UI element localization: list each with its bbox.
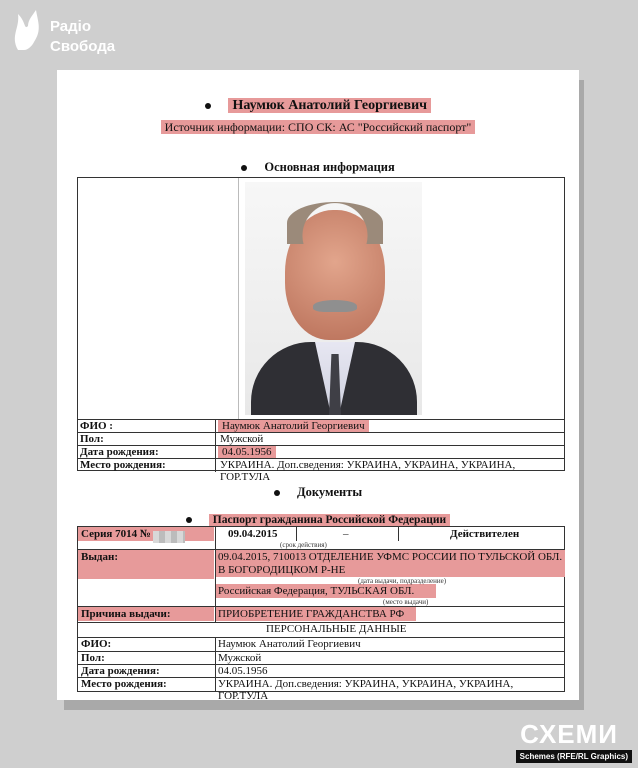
value-fio: Наумюк Анатолий Георгиевич	[218, 420, 369, 432]
bullet-icon	[205, 103, 211, 109]
person-title	[57, 98, 579, 114]
main-info-table	[77, 177, 565, 483]
issued-note: (дата выдачи, подразделение)	[358, 577, 447, 585]
value-sex: Мужской	[220, 433, 264, 445]
bullet-icon	[186, 517, 192, 523]
bullet-icon	[274, 490, 280, 496]
source-text: Источник информации: СПО СК: АС "Российский паспорт"	[161, 120, 476, 134]
source-line	[57, 120, 579, 135]
logo-line-2: Свобода	[50, 38, 116, 55]
doc-value-fio: Наумюк Анатолий Георгиевич	[218, 638, 361, 650]
doc-type-title: Паспорт гражданина Российской Федерации	[57, 514, 579, 526]
section-main-title: Основная информация	[57, 160, 579, 175]
document-page	[57, 70, 579, 700]
photo-mustache	[313, 300, 357, 312]
photo-area	[78, 178, 564, 420]
place-value: Российская Федерация, ТУЛЬСКАЯ ОБЛ.	[218, 585, 415, 597]
label-sex: Пол:	[80, 433, 104, 445]
doc-label-sex: Пол:	[81, 652, 105, 664]
label-fio: ФИО :	[80, 420, 113, 432]
bullet-icon	[241, 165, 247, 171]
section-docs-title: Документы	[57, 485, 579, 500]
logo-line-1: Радіо	[50, 18, 92, 35]
label-birthplace: Место рождения:	[80, 459, 166, 471]
issued-value: 09.04.2015, 710013 ОТДЕЛЕНИЕ УФМС РОССИИ ПО ТУЛЬСКОЙ ОБЛ. В БОГОРОДИЦКОМ Р-НЕ	[218, 551, 563, 576]
redacted-number	[153, 531, 185, 543]
reason-label: Причина выдачи:	[81, 608, 171, 620]
photo-hair	[287, 202, 383, 244]
doc-value-birthplace: УКРАИНА. Доп.сведения: УКРАИНА, УКРАИНА, УКРАИНА, ГОР.ТУЛА	[218, 678, 514, 702]
doc-value-birthdate: 04.05.1956	[218, 665, 268, 677]
radio-svoboda-logo	[8, 6, 148, 62]
documents-table	[77, 526, 565, 702]
doc-label-fio: ФИО:	[81, 638, 112, 650]
passport-photo	[245, 182, 422, 415]
doc-label-birthplace: Место рождения:	[81, 678, 167, 690]
doc-value-sex: Мужской	[218, 652, 262, 664]
personal-data-title: ПЕРСОНАЛЬНЫЕ ДАННЫЕ	[266, 623, 407, 635]
passport-series-label: Серия 7014 №	[81, 528, 151, 540]
flame-icon	[8, 8, 44, 52]
person-name: Наумюк Анатолий Георгиевич	[228, 98, 431, 113]
reason-value: ПРИОБРЕТЕНИЕ ГРАЖДАНСТВА РФ	[218, 608, 405, 620]
schemes-logo: СХЕМИ	[520, 719, 618, 749]
place-note: (место выдачи)	[383, 598, 429, 606]
photo-divider	[238, 178, 239, 419]
passport-issue-date: 09.04.2015	[228, 528, 278, 540]
value-birthplace: УКРАИНА. Доп.сведения: УКРАИНА, УКРАИНА, УКРАИНА, ГОР.ТУЛА	[220, 459, 516, 483]
issued-label: Выдан:	[81, 551, 118, 563]
passport-dash: –	[343, 528, 349, 540]
label-birthdate: Дата рождения:	[80, 446, 159, 458]
doc-label-birthdate: Дата рождения:	[81, 665, 160, 677]
passport-status: Действителен	[450, 528, 520, 540]
image-credit: Schemes (RFE/RL Graphics)	[516, 750, 632, 763]
validity-note: (срок действия)	[280, 541, 327, 549]
value-birthdate: 04.05.1956	[218, 446, 276, 458]
